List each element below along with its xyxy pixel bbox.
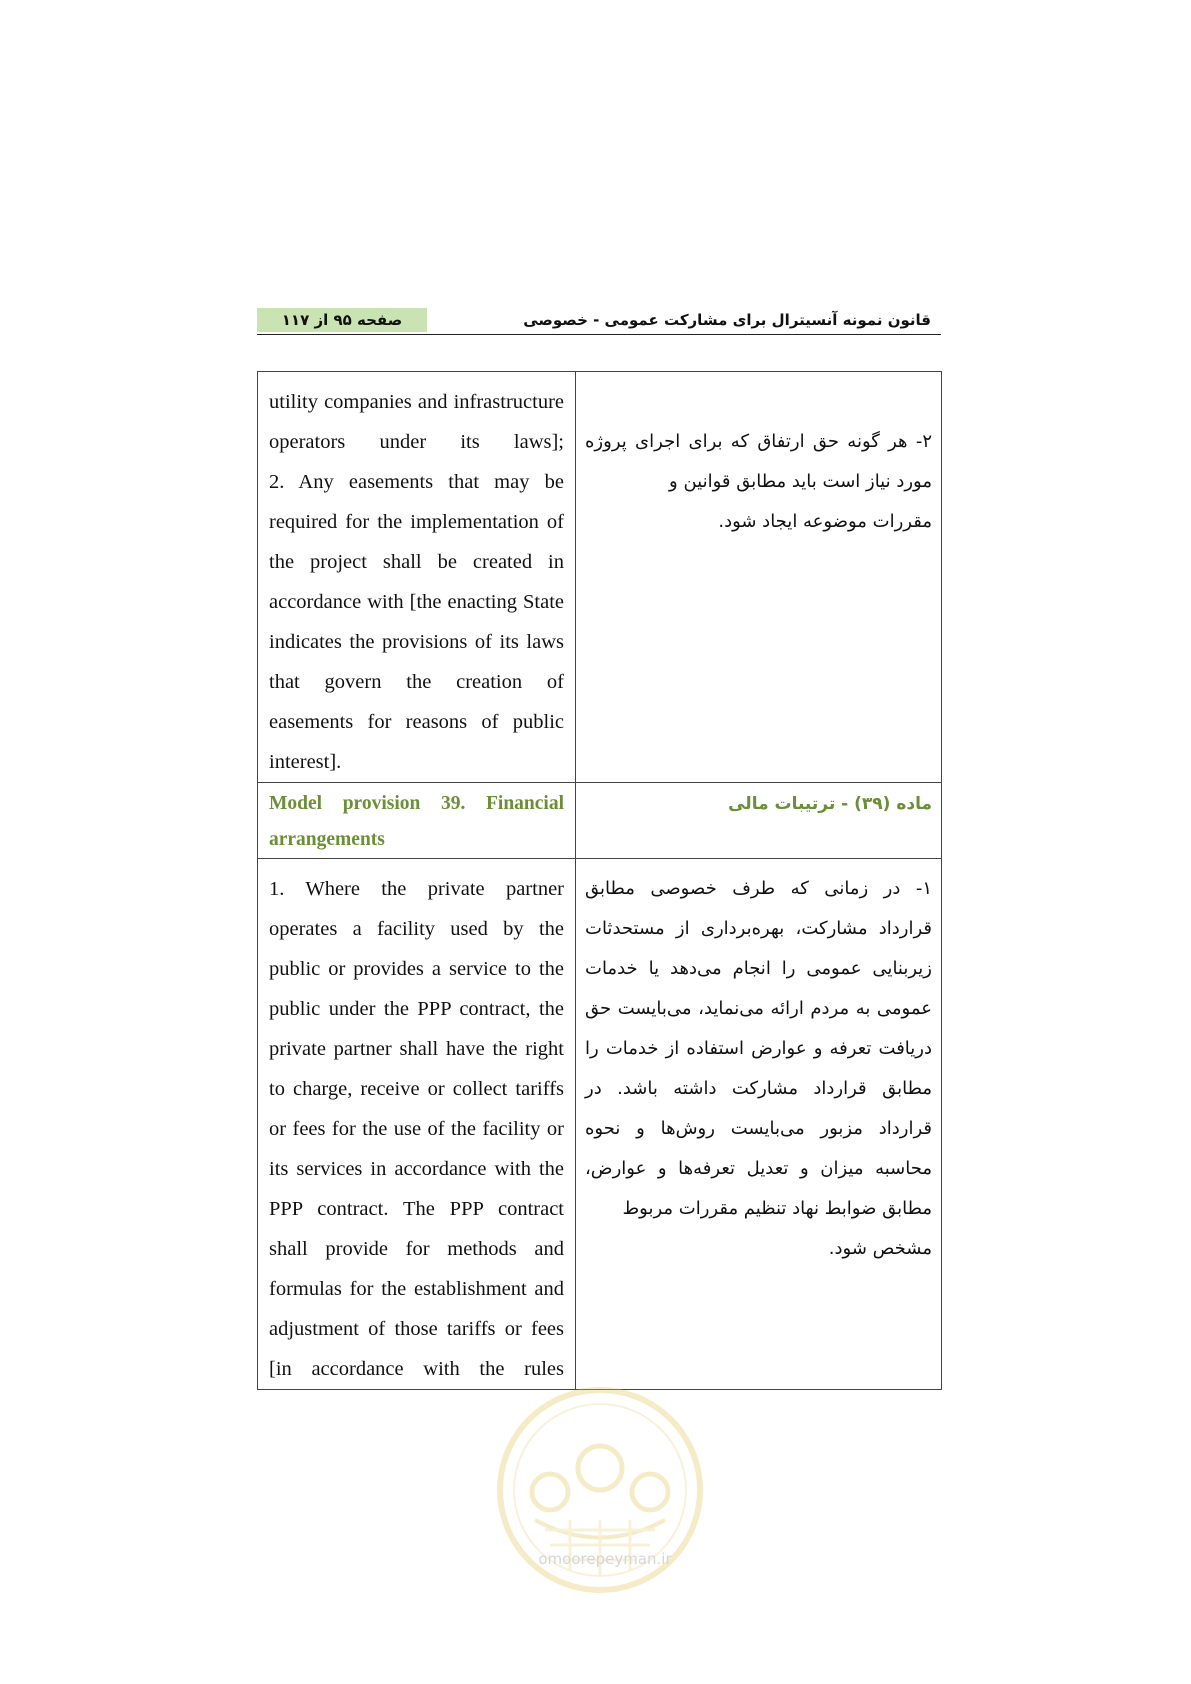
persian-paragraph: ۲- هر گونه حق ارتفاق که برای اجرای پروژه مورد نیاز است باید مطابق قوانین و — [585, 431, 932, 492]
persian-cell — [576, 859, 942, 1390]
english-paragraph-end: interest]. — [269, 751, 342, 773]
model-provision-heading-end: arrangements — [269, 829, 385, 850]
page-header — [257, 306, 941, 335]
english-paragraph: utility companies and infrastructure operators under its laws]; — [269, 391, 564, 453]
page-number-badge: صفحه ۹۵ از ۱۱۷ — [257, 308, 427, 332]
cell-spacer — [585, 382, 932, 422]
english-cell — [258, 859, 576, 1390]
english-paragraph: 2. Any easements that may be required for the implementation of the project shall be created in accordance with [the enacting State indicates the provisions of its laws that govern the creation of easements for reasons of public — [269, 471, 564, 733]
persian-paragraph-end: مقررات موضوعه ایجاد شود. — [718, 511, 932, 532]
bilingual-table — [257, 371, 942, 1390]
article-heading: ماده (۳۹) - ترتیبات مالی — [728, 794, 932, 814]
document-title: قانون نمونه آنسیترال برای مشارکت عمومی - خصوصی — [523, 311, 931, 329]
table-row — [258, 783, 942, 859]
persian-cell — [576, 372, 942, 783]
table-row — [258, 859, 942, 1390]
table-row — [258, 372, 942, 783]
model-provision-heading: Model provision 39. Financial — [269, 793, 564, 814]
english-heading-cell — [258, 783, 576, 859]
english-paragraph: 1. Where the private partner operates a facility used by the public or provides a service to the public under the PPP contract, the private partner shall have the right to charge, receive or collect tariffs or fees for the use of the facility or its services in accordance with the PPP contract. The PPP contract shall provide for methods and formulas for the establishment and adjustment of those tariffs or fees [in accordance with the rules — [269, 878, 564, 1380]
persian-paragraph: ۱- در زمانی که طرف خصوصی مطابق قرارداد مشارکت، بهره‌برداری از مستحدثات زیربنایی عمومی را انجام می‌دهد یا خدمات عمومی به مردم ارائه می‌نماید، می‌بایست حق دریافت تعرفه و عوارض استفاده از خدمات را مطابق قرارداد مشارکت داشته باشد. در قرارداد مزبور می‌بایست روش‌ها و نحوه محاسبه میزان و تعدیل تعرفه‌ها و عوارض، مطابق ضوابط نهاد تنظیم مقررات مربوط — [585, 878, 932, 1219]
persian-paragraph-end: مشخص شود. — [828, 1238, 932, 1259]
watermark-url: omoorepeyman.ir — [538, 1550, 672, 1568]
english-cell — [258, 372, 576, 783]
persian-heading-cell — [576, 783, 942, 859]
